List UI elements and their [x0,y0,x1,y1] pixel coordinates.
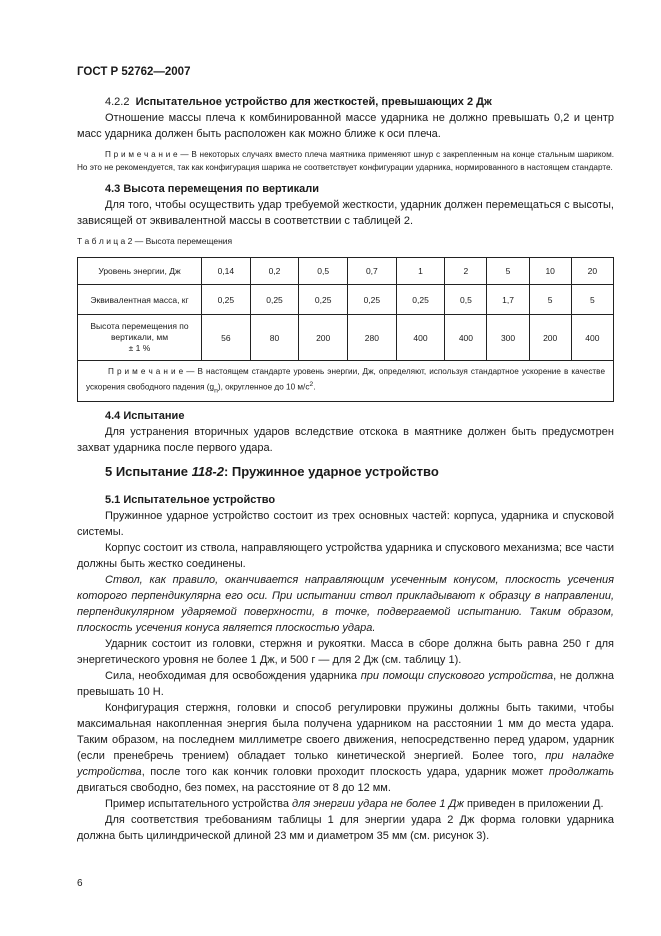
table-cell: 0,25 [299,285,348,315]
text: , не должна превышать 10 Н. [77,670,615,698]
emphasis: при наладке устройства [77,750,614,778]
section-heading [77,94,614,110]
text: двигаться свободно, без помех, на расстояние от 8 до 12 мм. [77,782,391,794]
table-row [78,315,614,361]
note-label: П р и м е ч а н и е [108,367,184,376]
note-text: — В некоторых случаях вместо плеча маятника применяют шнур с закрепленным на конце стальным шариком. Но это не рекомендуется, так как конфигурация шарика не соответствует конфигурации ударника, нормированного в настоящем стандарте. [77,150,614,172]
height-table [77,257,614,402]
caption-label: Т а б л и ц а 2 [77,236,133,246]
paragraph: Для устранения вторичных ударов вследствие отскока в маятнике должен быть предусмотрен захват ударника после первого удара. [77,426,614,454]
paragraph: Ударник состоит из головки, стержня и рукоятки. Масса в сборе должна быть равна 250 г для энергетического уровня не более 1 Дж, и 500 г — для 2 Дж (см. таблицу 1). [77,638,614,666]
row-header [78,315,202,361]
heading-text: Испытательное устройство для жесткостей, превышающих 2 Дж [135,96,492,108]
row-header: Уровень энергии, Дж [78,258,202,285]
table-cell: 300 [487,315,529,361]
emphasis: для энергии удара не более 1 Дж [292,798,464,810]
table-cell: 10 [529,258,571,285]
text: Конфигурация стержня, головки и способ регулировки пружины должны быть такими, чтобы максимальная накопленная энергия была получена ударником на расстоянии 1 мм до места удара. Таким образом, на последнем миллиметре своего движения, непосредственно перед ударом, ударник (если пренебречь трением) обладает только кинетической энергией. Более того, [77,702,614,762]
text: , после того как кончик головки проходит плоскость удара, ударник может [141,766,549,778]
table-cell: 0,2 [250,258,299,285]
paragraph: Отношение массы плеча к комбинированной массе ударника не должно превышать 0,2 и центр масс ударника должен быть расположен как можно ближе к оси плеча. [77,112,614,140]
row-header: Эквивалентная масса, кг [78,285,202,315]
section-4-3 [77,181,614,229]
table-cell: 56 [202,315,251,361]
note-subscript: n [214,387,218,395]
note-superscript: 2 [309,381,314,388]
emphasis: при помощи спускового устройства [360,670,554,682]
table-cell: 5 [529,285,571,315]
note-text: — В настоящем стандарте уровень энергии, Дж, определяют, используя стандартное ускорение в качестве ускорения свободного падения (g [86,367,605,392]
paragraph: Пружинное ударное устройство состоит из трех основных частей: корпуса, ударника и спусковой системы. [77,510,614,538]
table-caption [77,236,232,246]
heading-number: 4.2.2 [105,96,130,108]
table-cell: 0,25 [202,285,251,315]
table-cell: 400 [571,315,613,361]
table-row [78,258,614,285]
table-cell: 0,25 [250,285,299,315]
table-cell: 0,7 [348,258,397,285]
note-text: ), округленное до 10 м/с [217,382,310,392]
paragraph: Для соответствия требованиям таблицы 1 для энергии удара 2 Дж форма головки ударника должна быть цилиндрической длиной 23 мм и диаметром 35 мм (см. рисунок 3). [77,814,614,842]
table-row [78,285,614,315]
table-cell: 0,5 [299,258,348,285]
table-cell: 280 [348,315,397,361]
row-header-line: вертикали, мм [110,332,169,342]
table-cell: 0,14 [202,258,251,285]
text: приведен в приложении Д. [463,798,604,810]
heading-text: : Пружинное ударное устройство [223,464,439,479]
document-header: ГОСТ Р 52762—2007 [77,66,191,78]
section-5-heading [105,464,439,479]
table-cell: 5 [571,285,613,315]
section-4-4 [77,408,614,456]
heading-text: 5 Испытание [105,464,192,479]
table-cell: 0,5 [445,285,487,315]
table-cell: 400 [445,315,487,361]
paragraph [77,796,614,812]
text: Пример испытательного устройства [105,798,292,810]
paragraph [77,668,614,700]
paragraph: Корпус состоит из ствола, направляющего устройства ударника и спускового механизма; все части должны быть жестко соединены. [77,542,614,570]
text: Сила, необходимая для освобождения ударника [105,670,361,682]
table-cell: 200 [529,315,571,361]
section-heading: 4.3 Высота перемещения по вертикали [105,183,320,195]
table-note [78,361,614,402]
caption-text: — Высота перемещения [132,236,233,246]
table-cell: 2 [445,258,487,285]
paragraph: Ствол, как правило, оканчивается направляющим усеченным конусом, плоскость усечения которого перпендикулярна его оси. При испытании ствол прикладывают к образцу в направлении, перпендикулярном ударяемой поверхности, в точке, подвергаемой испытанию. Таким образом, плоскость усечения конуса является плоскостью удара. [77,574,614,634]
page-number: 6 [77,878,83,889]
heading-emphasis: 118-2 [191,464,224,479]
section-5-1 [77,492,614,844]
table-cell: 0,25 [396,285,445,315]
table-cell: 400 [396,315,445,361]
table-cell: 200 [299,315,348,361]
note-text: . [313,382,316,392]
section-heading: 5.1 Испытательное устройство [105,494,276,506]
row-header-line: Высота перемещения по [90,321,189,331]
table-row [78,361,614,402]
table-cell: 80 [250,315,299,361]
table-cell: 1,7 [487,285,529,315]
section-4-2-2 [77,94,614,174]
row-header-line: ± 1 % [128,343,151,353]
table-cell: 1 [396,258,445,285]
emphasis: продолжать [548,766,614,778]
table-cell: 20 [571,258,613,285]
note [77,148,614,174]
paragraph: Для того, чтобы осуществить удар требуемой жесткости, ударник должен перемещаться с высоты, зависящей от эквивалентной массы в соответствии с таблицей 2. [77,199,614,227]
note-label: П р и м е ч а н и е [105,150,178,159]
section-heading: 4.4 Испытание [105,410,185,422]
table-cell: 5 [487,258,529,285]
table-cell: 0,25 [348,285,397,315]
paragraph [77,700,614,796]
